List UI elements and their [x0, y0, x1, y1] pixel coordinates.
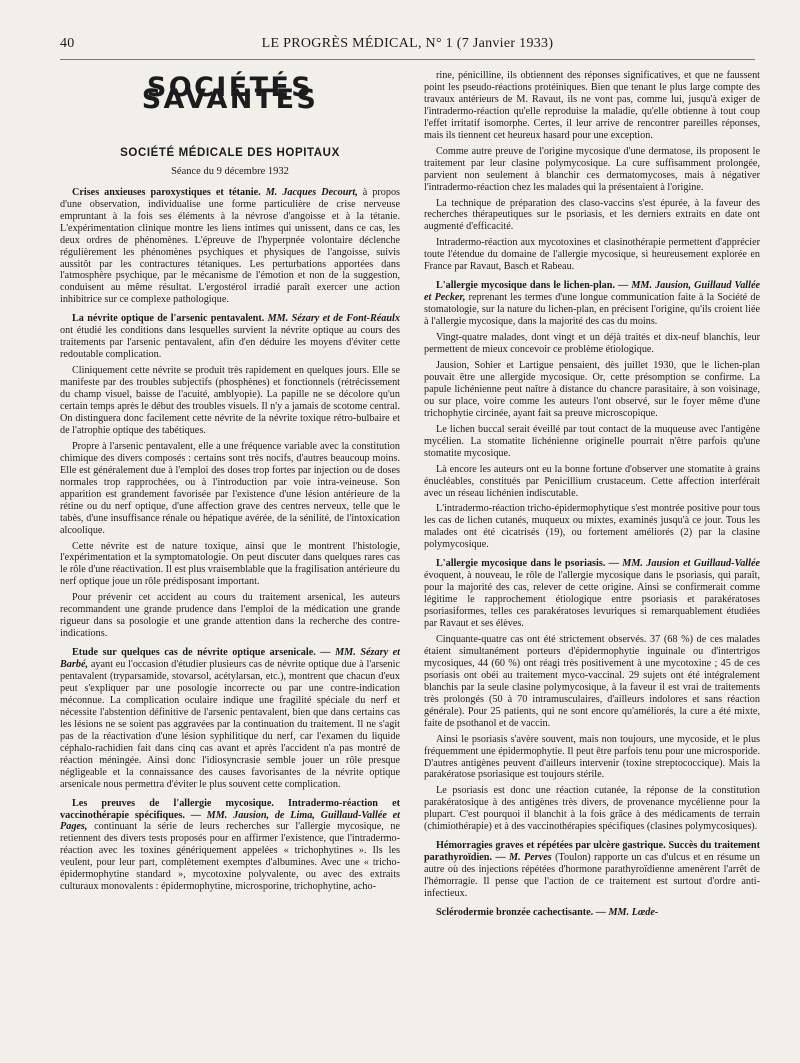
paragraph-text: (Toulon) rapporte un cas d'ulcus et en résume un autre où des injections répétées d'hormone parathyroïdienne amenèrent l'arrêt de l'hémorragie. Il pense que l'action de ce traitement est surtout d'ordre anti-infectieux. — [424, 852, 760, 900]
article — [60, 798, 400, 894]
article-authors: — MM. Jausion, de Lima, Guillaud-Vallée et Pages, — [60, 809, 400, 833]
article — [60, 647, 400, 790]
right-column — [424, 70, 760, 926]
article-title: L'allergie mycosique dans le lichen-plan. — [436, 280, 615, 292]
article-paragraph — [424, 424, 760, 460]
paragraph-text: Cinquante-quatre cas ont été strictement observés. 37 (68 %) de ces malades étaient simultanément porteurs d'épidermophytie inguinale ou d'intertrigos mycosiques, 44 (60 %) ont réagi très positivement à une mycotoxine ; 45 de ces psoriasis ont obéi au traitement myco-vaccinal. 29 sujets ont été intégralement blanchis par la seule clasine polymycosique, à la faveur il est vrai de traitements très prolongés (50 à 70 intramusculaires, d'ailleurs indolores et sans réaction générale). Pour 25 patients, qui ne sont encore qu'améliorés, la cure a été mixte, faite de psothanol et de vaccin. — [424, 633, 760, 729]
article-authors: MM. Sézary et de Font-Réaulx — [267, 313, 400, 325]
article — [424, 70, 760, 273]
paragraph-text: Le lichen buccal serait éveillé par tout contact de la muqueuse avec l'antigène mycélien. La stomatite lichénienne originelle pourrait n'être parfois qu'une stomatite mycosique. — [424, 423, 760, 459]
paragraph-text: reprenant les termes d'une longue communication faite à la Société de stomatologie, sur la nature du lichen-plan, en précisent l'origine, qu'ils croient liée à l'allergie mycosique, dans la majorité des cas du moins. — [424, 292, 761, 328]
article-title: Crises anxieuses paroxystiques et tétanie. — [72, 186, 261, 198]
article-paragraph — [424, 332, 760, 356]
article-paragraph — [424, 634, 760, 730]
article-paragraph — [424, 558, 760, 630]
article-paragraph — [424, 198, 760, 234]
article-title: Les preuves de l'allergie mycosique. Intradermo-réaction et vaccinothérapie spécifiques. — [60, 797, 400, 821]
paragraph-text: Pour prévenir cet accident au cours du traitement arsenical, les auteurs recommandent une grande prudence dans l'emploi de la médication une grande rigueur dans sa posologie et une grande attention dans la recherche des contre-indications. — [60, 592, 400, 640]
article-authors: — M. Perves — [495, 852, 552, 864]
article-paragraph — [60, 592, 400, 640]
article-title: Hémorragies graves et répétées par ulcère gastrique. Succès du traitement parathyroïdien. — [424, 840, 760, 864]
article-paragraph — [60, 541, 400, 589]
paragraph-text: Intradermo-réaction aux mycotoxines et clasinothérapie permettent d'apprécier toute l'étendue du domaine de l'allergie mycosique, si heureusement explorée en France par Ravaut, Basch et Rabeau. — [424, 237, 760, 273]
article-paragraph — [60, 798, 400, 894]
paragraph-text: rine, pénicilline, ils obtiennent des réponses significatives, et que ne faussent point les pseudo-réactions protéiniques. Bien que tenant le plus large compte des travaux antérieurs de M. Ravaut, ils ne vont pas, comme lui, jusqu'à exiger de l'intradermo-réaction qu'elle reproduise la maladie, qu'elle obtienne à tout coup l'effet irritatif isomorphe. Certes, il leur arrive de rencontrer pareilles réponses, mais ils tiennent cet heureux hasard pour une exception. — [424, 70, 760, 141]
paragraph-text: Jausion, Sohier et Lartigue pensaient, dès juillet 1930, que le lichen-plan pouvait être une allergide mycosique. Or, cette présomption se confirme. La papule lichénienne peut naître à distance du chancre parasitaire, à son voisinage, ou sur place, voire comme les auteurs l'ont observé, sur le foyer même d'une trichophytie circinée, ayant fait sa preuve microscopique. — [424, 359, 760, 419]
article-paragraph — [60, 365, 400, 437]
page-number: 40 — [60, 36, 75, 51]
paragraph-text: ont étudié les conditions dans lesquelles survient la névrite optique au cours des traitements par l'arsenic pentavalent, afin d'en déduire les moyens d'éviter cette redoutable complication. — [60, 325, 400, 361]
article-paragraph — [424, 840, 760, 900]
article-paragraph — [424, 70, 760, 142]
article-paragraph — [60, 313, 400, 361]
article-title: Etude sur quelques cas de névrite optique arsenicale. — [72, 647, 316, 659]
article-title: La névrite optique de l'arsenic pentavalent. — [72, 313, 265, 325]
article-authors: M. Jacques Decourt, — [265, 186, 358, 198]
article — [424, 558, 760, 833]
article-authors: — MM. Sézary et Barbé, — [60, 647, 401, 671]
left-column — [60, 72, 400, 900]
article — [424, 280, 760, 551]
article-title: L'allergie mycosique dans le psoriasis. — [436, 558, 606, 570]
left-articles — [60, 187, 400, 893]
article — [424, 840, 760, 900]
article-paragraph — [424, 146, 760, 194]
paragraph-text: à propos d'une observation, individualise une forme particulière de crise nerveuse empruntant à la fois ses éléments à la névrose d'angoisse et à la tétanie. L'expérimentation clinique montre les liens intimes qui unissent, dans ce cas, les deux ordres de phénomènes. L'épreuve de l'hyperpnée volontaire déclenche régulièrement les phénomènes psychiques et physiques de l'angoisse, suivis aussitôt par les contractures tétaniques. Les perturbations apportées dans l'atmosphère psychique, par le mécanisme de l'émotion et non de la suggestion, conduisent au même résultat. L'ergostérol irradié paraît exercer une action inhibitrice sur ce complexe pathologique. — [60, 186, 401, 306]
article-title: Sclérodermie bronzée cachectisante. — [436, 907, 594, 918]
section-title: SOCIÉTÉS SAVANTES — [141, 72, 319, 115]
header-rule — [60, 59, 755, 60]
article — [60, 187, 400, 307]
paragraph-text: ayant eu l'occasion d'étudier plusieurs cas de névrite optique due à l'arsenic pentavalent (tryparsamide, stovarsol, acétylarsan, etc.), montrent que chacun d'eux peut s'expliquer par une posologie incorrecte ou par une contre-indication méconnue. La complication oculaire indique une fragilité spéciale du nerf et nécessite l'abstention définitive de l'arsenic pentavalent, bien que dans certains cas les lésions ne se soient pas aggravées par la continuation du traitement. Il ne s'agit pas de la réactivation d'une lésion syphilitique du nerf, car l'examen du liquide céphalo-rachidien fait dans cinq cas avant et après l'accident n'a pas montré de réaction méningée. Ainsi donc l'idiosyncrasie semble jouer un rôle presque négligeable et la connaissance des causes favorisantes de la névrite optique arsenicale nous permettra d'éviter le plus souvent cette complication. — [60, 659, 401, 790]
article-paragraph — [424, 280, 760, 328]
paragraph-text: Cliniquement cette névrite se produit très rapidement en quelques jours. Elle se manifeste par des troubles subjectifs (phosphènes) et fonctionnels (rétrécissement du champ visuel, baisse de l'acuité, amblyopie). La papille ne se décolore qu'un certain temps après le début des troubles visuels. Il n'y a jamais de scotome central. On distinguera donc facilement cette névrite de la névrite toxique rétro-bulbaire et de l'atrophie optique des tabétiques. — [60, 365, 400, 436]
paragraph-text: Là encore les auteurs ont eu la bonne fortune d'observer une stomatite à grains énucléables, constitués par Penicillium crustaceum. Cette affection interférait avec un réseau lichénien indiscutable. — [424, 463, 760, 499]
article-paragraph — [424, 237, 760, 273]
paragraph-text: Propre à l'arsenic pentavalent, elle a une fréquence variable avec la constitution chimique des divers composés : certains sont très nocifs, d'autres beaucoup moins. Elle est généralement due à l'emploi des doses trop fortes par injection ou de doses normales trop rapprochées, ou à l'introduction par voie intra-veineuse. Son apparition est grandement favorisée par l'existence d'une lésion antérieure de la rétine ou du nerf optique, d'une affection grave des centres nerveux, telle que le tabès, d'une insuffisance rénale ou hépatique avérée, de la sénilité, de l'intoxication alcoolique. — [60, 440, 400, 536]
article-paragraph — [424, 785, 760, 833]
running-head — [60, 36, 755, 56]
article-paragraph — [424, 360, 760, 420]
paragraph-text: Vingt-quatre malades, dont vingt et un déjà traités et dix-neuf blanchis, leur permettent de mieux concevoir ce problème étiologique. — [424, 332, 760, 356]
session-date: Séance du 9 décembre 1932 — [171, 165, 289, 177]
paragraph-text: Le psoriasis est donc une réaction cutanée, la réponse de la constitution parakératosique à des antigènes très divers, de provenance mycélienne pour la plupart. C'est pourquoi il blanchit à la fois grâce à des médicaments de terrain (chimiothérapie) et à des vaccinothérapies spécifiques (clasines polymycosiques). — [424, 785, 760, 833]
paragraph-text: L'intradermo-réaction tricho-épidermophytique s'est montrée positive pour tous les cas de lichen cutanés, muqueux ou mixtes, examinés jusqu'à ce jour. Tous les malades ont été cicatrisés (19), ou fortement améliorés (2) par la clasine polymycosique. — [424, 503, 760, 551]
article — [424, 907, 760, 919]
article-paragraph — [60, 647, 400, 790]
paragraph-text: Comme autre preuve de l'origine mycosique d'une dermatose, ils proposent le traitement par leur clasine polymycosique. La cure suffisamment prolongée, parvient non seulement à blanchir ces dermatomycoses, mais à négativer l'intradermo-réaction chez les malades qui la présentaient à l'origine. — [424, 145, 760, 193]
article-paragraph — [60, 441, 400, 537]
article-authors: — MM. Lœde- — [595, 907, 659, 918]
paragraph-text: Cette névrite est de nature toxique, ainsi que le montrent l'histologie, l'expérimentation et la symptomatologie. On peut discuter dans quelques rares cas le rôle d'une réactivation. Il est plus vraisemblable que la fragilisation antérieure du nerf optique joue un rôle prédisposant important. — [60, 540, 400, 588]
journal-line: LE PROGRÈS MÉDICAL, N° 1 (7 Janvier 1933) — [261, 36, 554, 51]
article-paragraph — [424, 907, 760, 919]
article-paragraph — [424, 464, 760, 500]
paragraph-text: Ainsi le psoriasis s'avère souvent, mais non toujours, une mycoside, et le plus fréquemment une épidermophytie. Il peut être parfois tenu pour une microsporide. D'autres antigènes peuvent d'ailleurs intervenir (toxine streptococcique). Mais la parakératose psoriasique est toujours stérile. — [424, 733, 760, 781]
article-authors: — MM. Jausion, Guillaud Vallée et Pecker, — [424, 280, 761, 304]
article-authors: — MM. Jausion et Guillaud-Vallée — [608, 558, 760, 570]
article-paragraph — [60, 187, 400, 307]
paragraph-text: continuant la série de leurs recherches sur l'allergie mycosique, ne retiennent des divers tests proposés pour en affirmer l'existence, que l'intradermo-réaction avec les toxines génériquement appelées « trichophytines ». Ils les veulent, pour leur part, complètement exemptes d'albumines. Avec une « tricho-épidermophytine standard », mycotoxine polyvalente, ou avec des extraits culturaux monovalents : épidermophytine, microsporine, trichophytine, acho- — [60, 821, 401, 893]
paragraph-text: évoquent, à nouveau, le rôle de l'allergie mycosique dans le psoriasis, qui paraît, pour la majorité des cas, relever de cette origine. Ainsi se confirmerait comme légitime le rapprochement étiologique entre psoriasis et parakératoses psoriasiformes, telles ces parakératoses levuriques si remarquablement étudiées par Ravaut et ses élèves. — [424, 570, 760, 630]
society-title: SOCIÉTÉ MÉDICALE DES HOPITAUX — [120, 146, 340, 159]
right-articles — [424, 70, 760, 919]
article-paragraph — [424, 734, 760, 782]
article — [60, 313, 400, 640]
paragraph-text: La technique de préparation des claso-vaccins s'est épurée, à la faveur des recherches thérapeutiques sur le psoriasis, et les derniers extraits en date ont augmenté d'efficacité. — [424, 197, 760, 233]
article-paragraph — [424, 503, 760, 551]
